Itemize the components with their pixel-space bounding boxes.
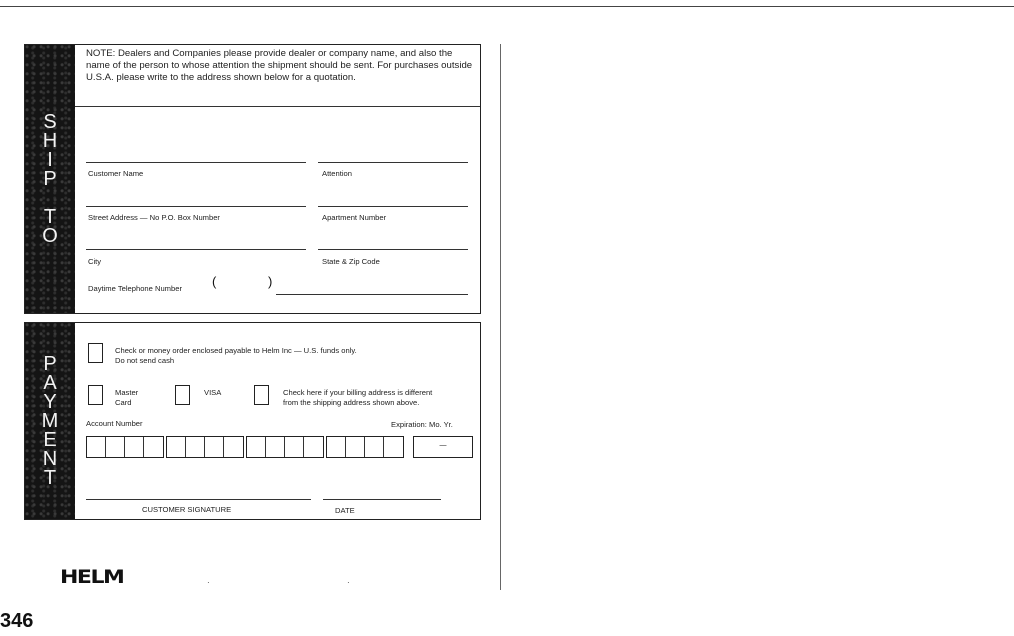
apartment-number-field[interactable] <box>318 206 468 207</box>
account-number-field[interactable] <box>86 436 406 458</box>
check-option-label: Check or money order enclosed payable to Helm Inc — U.S. funds only. <box>115 346 357 355</box>
mastercard-label-line2: Card <box>115 398 132 407</box>
phone-field[interactable] <box>276 294 468 295</box>
page-number: 346 <box>0 610 34 632</box>
customer-name-label: Customer Name <box>88 169 144 178</box>
signature-field[interactable] <box>86 499 311 500</box>
column-divider <box>500 44 501 590</box>
mastercard-checkbox[interactable] <box>88 385 103 405</box>
mastercard-label-line1: Master <box>115 388 139 397</box>
date-field[interactable] <box>323 499 441 500</box>
account-digit-cell[interactable] <box>327 437 346 457</box>
state-zip-field[interactable] <box>318 249 468 250</box>
account-digit-cell[interactable] <box>365 437 384 457</box>
account-digit-cell[interactable] <box>125 437 144 457</box>
account-digit-cell[interactable] <box>304 437 323 457</box>
account-digit-cell[interactable] <box>167 437 186 457</box>
pay-letter-n: N <box>42 447 58 470</box>
pay-letter-y: Y <box>43 390 57 413</box>
phone-close-paren: ) <box>268 274 273 289</box>
date-label: DATE <box>335 506 355 515</box>
pay-letter-p: P <box>43 352 57 375</box>
account-digit-cell[interactable] <box>384 437 403 457</box>
street-address-field[interactable] <box>86 206 306 207</box>
street-address-label: Street Address — No P.O. Box Number <box>88 213 220 222</box>
account-digit-cell[interactable] <box>247 437 266 457</box>
ship-letter-s: S <box>43 110 57 133</box>
account-digit-group[interactable] <box>166 436 244 458</box>
expiration-label: Expiration: Mo. Yr. <box>391 420 453 429</box>
expiration-separator: — <box>439 442 447 449</box>
pay-letter-e: E <box>43 428 57 451</box>
account-digit-cell[interactable] <box>266 437 285 457</box>
city-field[interactable] <box>86 249 306 250</box>
dealer-note: NOTE: Dealers and Companies please provide dealer or company name, and also the name of the person to whose attention the shipment should be sent. For purchases outside U.S.A. please write to the address shown below for a quotation. <box>86 48 473 84</box>
account-digit-cell[interactable] <box>186 437 205 457</box>
expiration-field[interactable] <box>413 436 473 458</box>
apartment-number-label: Apartment Number <box>322 213 387 222</box>
billing-different-checkbox[interactable] <box>254 385 269 405</box>
decorative-dot: · <box>207 578 210 587</box>
phone-label: Daytime Telephone Number <box>88 284 182 293</box>
account-digit-group[interactable] <box>86 436 164 458</box>
payment-section <box>24 322 481 520</box>
ship-letter-h: H <box>42 129 58 152</box>
signature-label: CUSTOMER SIGNATURE <box>142 505 232 514</box>
visa-label: VISA <box>204 388 222 397</box>
account-digit-cell[interactable] <box>285 437 304 457</box>
to-letter-t: T <box>43 205 57 228</box>
customer-name-field[interactable] <box>86 162 306 163</box>
account-digit-group[interactable] <box>246 436 324 458</box>
account-number-label: Account Number <box>86 419 143 428</box>
account-digit-group[interactable] <box>326 436 404 458</box>
ship-letter-i: I <box>47 148 53 171</box>
account-digit-cell[interactable] <box>106 437 125 457</box>
pay-letter-a: A <box>43 371 57 394</box>
billing-label-line2: from the shipping address shown above. <box>283 398 420 407</box>
state-zip-label: State & Zip Code <box>322 257 380 266</box>
check-money-order-checkbox[interactable] <box>88 343 103 363</box>
account-digit-cell[interactable] <box>224 437 243 457</box>
pay-letter-m: M <box>41 409 59 432</box>
account-digit-cell[interactable] <box>87 437 106 457</box>
check-option-note: Do not send cash <box>115 356 175 365</box>
ship-to-side-label <box>25 45 75 313</box>
attention-label: Attention <box>322 169 352 178</box>
to-letter-o: O <box>42 224 58 247</box>
decorative-dot: · <box>347 578 350 587</box>
top-rule <box>0 6 1014 7</box>
city-label: City <box>88 257 102 266</box>
helm-logo: HELM <box>60 566 124 589</box>
payment-side-label <box>25 323 75 519</box>
phone-open-paren: ( <box>212 274 217 289</box>
ship-letter-p: P <box>43 167 57 190</box>
billing-label-line1: Check here if your billing address is different <box>283 388 433 397</box>
visa-checkbox[interactable] <box>175 385 190 405</box>
pay-letter-t: T <box>43 466 57 489</box>
account-digit-cell[interactable] <box>346 437 365 457</box>
attention-field[interactable] <box>318 162 468 163</box>
note-divider <box>75 106 480 107</box>
account-digit-cell[interactable] <box>144 437 163 457</box>
ship-to-section <box>24 44 481 314</box>
account-digit-cell[interactable] <box>205 437 224 457</box>
